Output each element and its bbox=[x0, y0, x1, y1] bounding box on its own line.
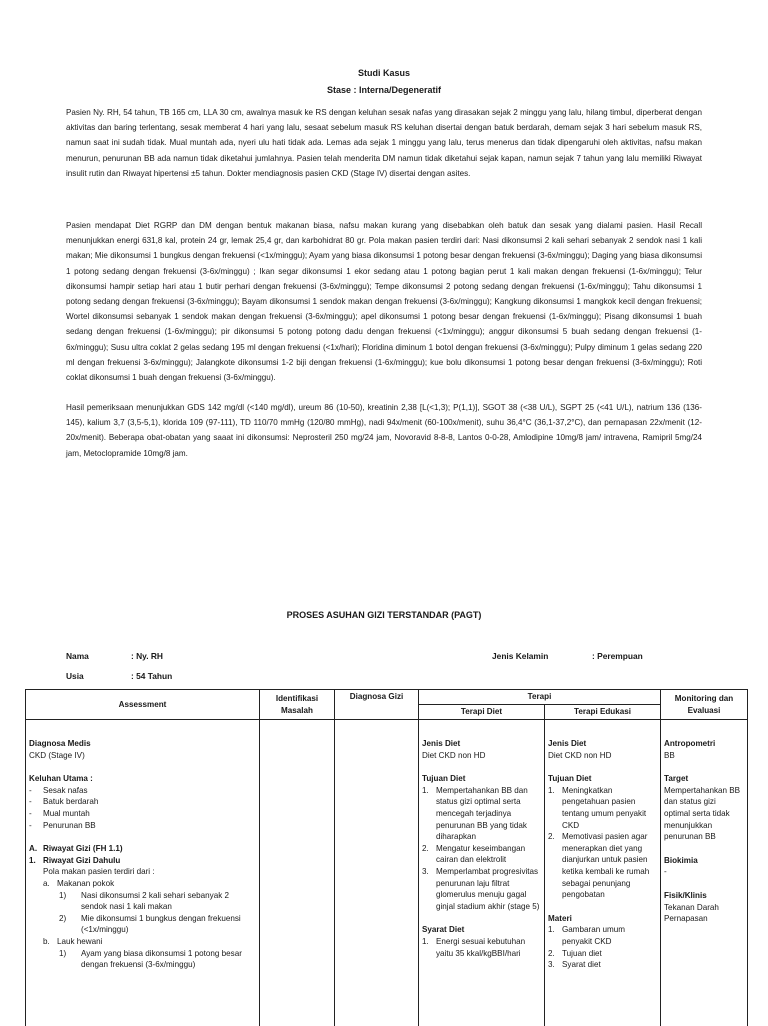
edukasi-jenis-diet-value: Diet CKD non HD bbox=[548, 750, 612, 760]
terapi-edukasi-cell bbox=[545, 720, 661, 1026]
materi-item: 3. Syarat diet bbox=[548, 960, 601, 970]
makanan-pokok-item: 1) Nasi dikonsumsi 2 kali sehari sebanyak 2 sendok nasi 1 kali makan bbox=[59, 890, 230, 912]
case-paragraph-1: Pasien Ny. RH, 54 tahun, TB 165 cm, LLA 30 cm, awalnya masuk ke RS dengan keluhan sesak nafas yang dirasakan sejak 2 minggu yang lalu, hilang timbul, diperberat dengan aktivitas dan baring terlentang, sesak memberat 4 hari yang lalu, sesaat sebelum masuk RS keluhan disertai dengan batuk berdarah, demam sejak 3 hari sebelum masuk RS, namun saat ini sudah tidak. Mual muntah ada, nyeri ulu hati tidak ada. Lemas ada sejak 1 minggu yang lalu, terus menerus dan tidak dipengaruhi oleh aktivitas, nafsu makan menurun, penurunan BB ada namun tidak diketahui jumlahnya. Pasien telah menderita DM namun tidak diketahui sejak kapan, namun sejak 7 tahun yang lalu memiliki Riwayat insulit rutin dan Riwayat hipertensi ±5 tahun. Dokter mendiagnosis pasien CKD (Stage IV) disertai dengan asites. bbox=[66, 108, 702, 178]
keluhan-item: - Penurunan BB bbox=[29, 820, 96, 830]
lauk-hewani-heading: b. Lauk hewani bbox=[43, 936, 103, 946]
header-terapi-diet: Terapi Diet bbox=[419, 705, 545, 720]
keluhan-item: - Sesak nafas bbox=[29, 785, 88, 795]
antropometri-value: BB bbox=[664, 750, 675, 760]
edukasi-tujuan-item: 2. Memotivasi pasien agar menerapkan diet yang dianjurkan untuk pasien ketika kembali ke rumah sebagai penunjang pengobatan bbox=[548, 832, 650, 900]
tujuan-diet-item: 2. Mengatur keseimbangan cairan dan elektrolit bbox=[422, 843, 526, 865]
nama-value: : Ny. RH bbox=[131, 651, 163, 661]
riwayat-gizi-dahulu-heading: 1. Riwayat Gizi Dahulu bbox=[29, 855, 121, 865]
tujuan-diet-item: 1. Mempertahankan BB dan status gizi optimal serta mencegah terjadinya penurunan BB yang tidak diharapkan bbox=[422, 785, 528, 842]
syarat-diet-label: Syarat Diet bbox=[422, 925, 465, 935]
tujuan-diet-item: 3. Memperlambat progresivitas penurunan laju filtrat glomerulus menuju gagal ginjal stadium akhir (stage 5) bbox=[422, 866, 540, 911]
usia-value: : 54 Tahun bbox=[131, 671, 173, 681]
case-paragraph-2: Pasien mendapat Diet RGRP dan DM dengan bentuk makanan biasa, nafsu makan kurang yang disebabkan oleh batuk dan sesak yang dialami pasien. Hasil Recall menunjukkan energi 631,8 kal, protein 24 gr, lemak 25,4 gr, dan karbohidrat 80 gr. Pola makan pasien terdiri dari: Nasi dikonsumsi 2 kali sehari sebanyak 2 sendok nasi 1 kali makan; Mie dikonsumsi 1 bungkus dengan frekuensi (<1x/minggu); Ayam yang biasa dikonsumsi 1 potong besar dengan frekuensi (3-6x/minggu); Daging yang biasa dikonsumsi 1 potong sedang dengan frekuensi (3-6x/minggu) ; Ikan segar dikonsumsi 1 ekor sedang atau 1 potong bagian perut 1 kali makan dengan frekuensi (1-6x/minggu); Telur dikonsumsi hampir setiap hari atau 1 butir perhari dengan frekuensi (3-6x/minggu); Tempe dikonsumsi 2 potong sedang dengan frekuensi (1-6x/minggu); Tahu dikonsumsi 1 potong sedang dengan frekuensi (3-6x/minggu); Bayam dikonsumsi 1 sendok makan dengan frekuensi (3-6x/minggu); Kangkung dikonsumsi 1 mangkok kecil dengan frekuensi; Wortel dikonsumsi sebanyak 1 sendok makan dengan frekuensi (3-6x/minggu); apel dikonsumsi 1 potong besar dengan frekuensi (1-6x/minggu); Pisang dikonsumsi 1 buah sedang dengan frekuensi (1-6x/minggu); pir dikonsumsi 5 potong potong dadu dengan frekuensi (<1x/minggu); anggur dikonsumsi 5 buah sedang dengan frekuensi (1-6x/minggu); Susu ultra coklat 2 gelas sedang 195 ml dengan frekuensi (<1x/hari); Floridina diminum 1 botol dengan frekuensi (3-6x/minggu); Pulpy diminum 1 gelas sedang 220 ml dengan frekuensi 3-6x/minggu); Jalangkote dikonsumsi 1-2 biji dengan frekuensi (1-6x/minggu); kue bolu dikonsumsi 1 potong besar dengan frekuensi (3-6x/minggu); Roti coklat dikonsumsi 1 buah dengan frekuensi (3-6x/minggu). bbox=[66, 221, 702, 383]
target-label: Target bbox=[664, 774, 689, 784]
jenis-diet-label: Jenis Diet bbox=[422, 739, 461, 748]
keluhan-utama-label: Keluhan Utama : bbox=[29, 774, 93, 784]
biokimia-label: Biokimia bbox=[664, 855, 698, 865]
jenis-kelamin-label: Jenis Kelamin bbox=[492, 651, 549, 661]
pagt-table bbox=[25, 689, 748, 1026]
biokimia-value: - bbox=[664, 867, 667, 877]
riwayat-gizi-heading: A. Riwayat Gizi (FH 1.1) bbox=[29, 844, 123, 854]
antropometri-label: Antropometri bbox=[664, 739, 716, 748]
header-assessment: Assessment bbox=[26, 690, 260, 720]
jenis-kelamin-value: : Perempuan bbox=[592, 651, 643, 661]
lauk-hewani-item: 1) Ayam yang biasa dikonsumsi 1 potong besar dengan frekuensi (3-6x/minggu) bbox=[59, 948, 242, 970]
header-monitoring-evaluasi: Monitoring dan Evaluasi bbox=[661, 690, 748, 720]
materi-item: 2. Tujuan diet bbox=[548, 948, 602, 958]
assessment-cell bbox=[26, 720, 260, 1026]
materi-item: 1. Gambaran umum penyakit CKD bbox=[548, 925, 625, 946]
syarat-diet-item: 1. Energi sesuai kebutuhan yaitu 35 kkal/kgBBI/hari bbox=[422, 936, 526, 958]
fisik-klinis-value: Tekanan Darah Pernapasan bbox=[664, 902, 719, 924]
diagnosa-medis-value: CKD (Stage IV) bbox=[29, 750, 85, 760]
fisik-klinis-label: Fisik/Klinis bbox=[664, 890, 707, 900]
pagt-title: PROSES ASUHAN GIZI TERSTANDAR (PAGT) bbox=[286, 610, 482, 620]
pola-makan-text: Pola makan pasien terdiri dari : bbox=[43, 867, 155, 877]
header-terapi: Terapi bbox=[419, 690, 661, 705]
usia-label: Usia bbox=[66, 671, 84, 681]
keluhan-item: - Mual muntah bbox=[29, 808, 90, 818]
case-title: Studi Kasus bbox=[357, 68, 410, 78]
identifikasi-masalah-cell bbox=[260, 720, 335, 1026]
terapi-diet-cell bbox=[419, 720, 545, 1026]
diagnosa-gizi-cell bbox=[335, 720, 419, 1026]
nama-label: Nama bbox=[66, 651, 89, 661]
diagnosa-medis-label: Diagnosa Medis bbox=[29, 739, 91, 748]
case-subtitle: Stase : Interna/Degeneratif bbox=[326, 85, 442, 95]
case-paragraph-3: Hasil pemeriksaan menunjukkan GDS 142 mg/dl (<140 mg/dl), ureum 86 (10-50), kreatinin 2,38 [L(<1,3); P(1,1)], SGOT 38 (<38 U/L), SGPT 25 (<41 U/L), natrium 136 (136-145), kalium 3,7 (3,5-5,1), klorida 109 (97-111), TD 110/70 mmHg (120/80 mmHg), nadi 94x/menit (60-100x/menit), suhu 36,4°C (36,1-37,2°C), dan pernapasan 22x/menit (12-20x/menit). Beberapa obat-obatan yang saaat ini dikonsumsi: Neprosteril 250 mg/24 jam, Novoravid 8-8-8, Lantos 0-0-28, Amlodipine 10mg/8 jam/ intravena, Ramipril 5mg/24 jam, Metoclopramide 10mg/8 jam. bbox=[66, 403, 702, 458]
keluhan-item: - Batuk berdarah bbox=[29, 797, 99, 807]
tujuan-diet-label: Tujuan Diet bbox=[422, 774, 466, 784]
jenis-diet-value: Diet CKD non HD bbox=[422, 750, 486, 760]
materi-label: Materi bbox=[548, 913, 572, 923]
makanan-pokok-heading: a. Makanan pokok bbox=[43, 878, 115, 888]
monitoring-evaluasi-cell bbox=[661, 720, 748, 1026]
target-value: Mempertahankan BB dan status gizi optimal serta tidak menunjukkan penurunan BB bbox=[664, 785, 741, 842]
header-identifikasi-masalah: Identifikasi Masalah bbox=[260, 690, 335, 720]
edukasi-tujuan-item: 1. Meningkatkan pengetahuan pasien tentang umum penyakit CKD bbox=[548, 785, 647, 830]
edukasi-jenis-diet-label: Jenis Diet bbox=[548, 739, 587, 748]
header-terapi-edukasi: Terapi Edukasi bbox=[545, 705, 661, 720]
header-diagnosa-gizi: Diagnosa Gizi bbox=[335, 690, 419, 720]
makanan-pokok-item: 2) Mie dikonsumsi 1 bungkus dengan frekuensi (<1x/minggu) bbox=[59, 913, 241, 935]
edukasi-tujuan-label: Tujuan Diet bbox=[548, 774, 592, 784]
